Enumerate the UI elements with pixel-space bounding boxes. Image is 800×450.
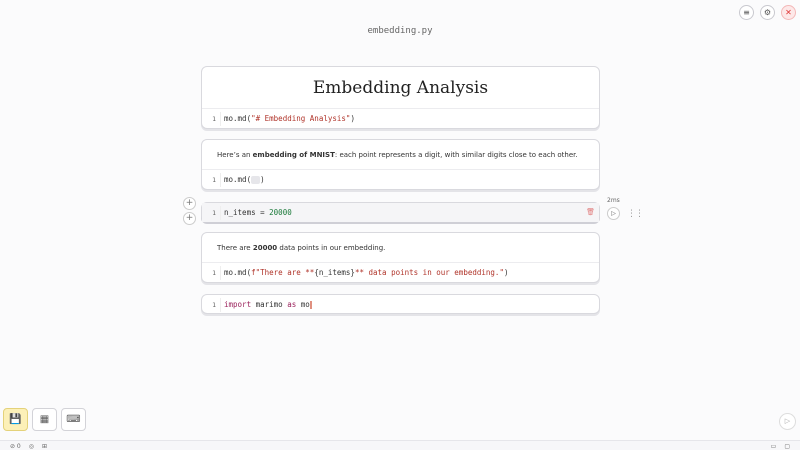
code-line[interactable]: n_items = 20000 xyxy=(220,206,599,220)
status-footer xyxy=(0,440,800,450)
menu-icon[interactable]: ≡ xyxy=(739,5,754,20)
run-cell-button[interactable]: ▷ xyxy=(607,207,620,220)
notebook-cell-2[interactable] xyxy=(201,139,600,190)
bottom-toolbar xyxy=(3,408,86,431)
notebook-cell-5[interactable] xyxy=(201,294,600,314)
window-icon[interactable]: ▢ xyxy=(784,443,790,450)
save-icon[interactable]: 💾 xyxy=(3,408,28,431)
top-actions xyxy=(739,5,796,20)
code-line[interactable]: mo.md( ) xyxy=(220,173,599,187)
code-line[interactable]: mo.md(f"There are **{n_items}** data points in our embedding.") xyxy=(220,266,599,280)
code-editor[interactable] xyxy=(202,295,599,314)
line-number: 1 xyxy=(212,268,216,277)
markdown-paragraph: Here’s an embedding of MNIST: each point represents a digit, with similar digits close to each other. xyxy=(217,151,578,159)
code-editor[interactable] xyxy=(202,203,599,222)
code-editor[interactable] xyxy=(202,263,599,282)
footer-right xyxy=(771,443,790,450)
notebook-filename[interactable]: embedding.py xyxy=(367,26,433,36)
errors-indicator[interactable]: ⊘ 0 xyxy=(10,443,21,450)
drag-handle-icon[interactable]: ⋮⋮ xyxy=(627,209,643,219)
footer-left xyxy=(10,443,47,450)
layout-icon[interactable]: ▦ xyxy=(32,408,57,431)
status-icon[interactable]: ◎ xyxy=(28,443,35,450)
line-number: 1 xyxy=(212,175,216,184)
code-line[interactable]: mo.md("# Embedding Analysis") xyxy=(220,112,599,126)
close-icon[interactable]: ✕ xyxy=(781,5,796,20)
cell-output xyxy=(202,233,599,263)
code-line[interactable]: import marimo as mo xyxy=(220,298,599,312)
delete-cell-icon[interactable]: 🗑 xyxy=(586,208,595,216)
panel-icon[interactable]: ▭ xyxy=(770,443,777,450)
cell-runtime: 2ms xyxy=(607,197,620,204)
markdown-heading: Embedding Analysis xyxy=(312,78,489,98)
grid-icon[interactable]: ⊞ xyxy=(42,443,48,450)
code-editor[interactable] xyxy=(202,109,599,128)
cell-output xyxy=(202,140,599,170)
add-cell-below-button[interactable]: + xyxy=(183,212,196,225)
line-number: 1 xyxy=(212,114,216,123)
folded-code-icon[interactable] xyxy=(251,176,260,184)
line-number: 1 xyxy=(212,208,216,217)
line-number: 1 xyxy=(212,300,216,309)
run-all-icon[interactable]: ▷ xyxy=(779,413,796,430)
settings-icon[interactable]: ⚙ xyxy=(760,5,775,20)
text-cursor xyxy=(310,301,312,309)
markdown-paragraph: There are 20000 data points in our embedding. xyxy=(217,244,386,252)
code-editor[interactable] xyxy=(202,170,599,189)
notebook-cell-4[interactable] xyxy=(201,232,600,283)
add-cell-above-button[interactable]: + xyxy=(183,197,196,210)
keyboard-icon[interactable]: ⌨ xyxy=(61,408,86,431)
notebook-cell-1[interactable] xyxy=(201,66,600,129)
notebook-cell-3[interactable] xyxy=(201,202,600,222)
cell-output xyxy=(202,67,599,109)
